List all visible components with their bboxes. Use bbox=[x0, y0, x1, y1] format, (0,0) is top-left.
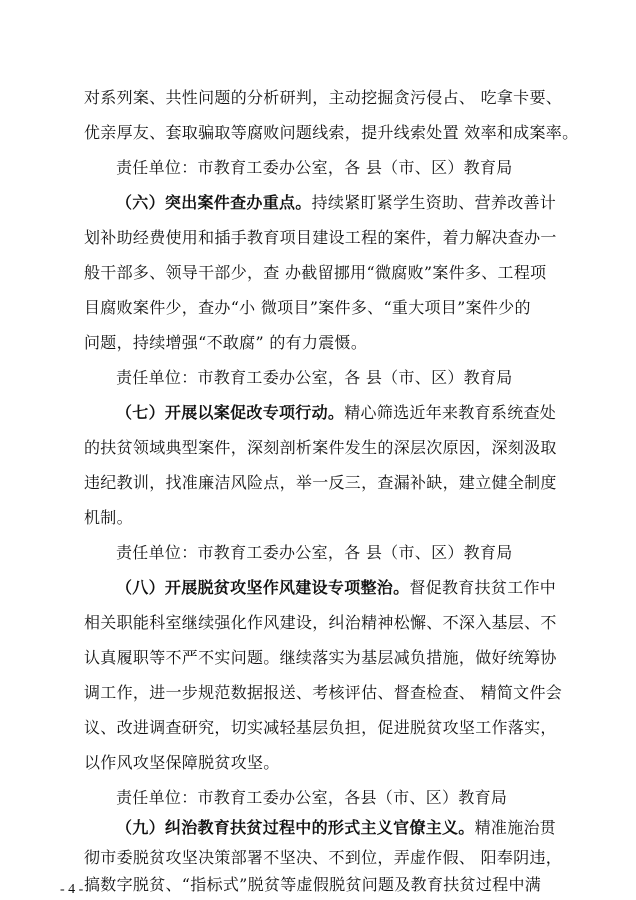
text-line: 调工作，进一步规范数据报送、考核评估、督查检查、 精简文件会 bbox=[84, 683, 563, 702]
page-number: - 4 - bbox=[60, 882, 84, 897]
text-line: 的扶贫领域典型案件，深刻剖析案件发生的深层次原因，深刻汲取 bbox=[84, 438, 557, 457]
paragraph-first-line bbox=[116, 398, 584, 428]
text-segment: 精准施治贯 bbox=[474, 818, 557, 837]
text-line: 般干部多、领导干部少，查 办截留挪用“微腐败”案件多、工程项 bbox=[84, 263, 547, 282]
text-line: 机制。 bbox=[84, 508, 133, 527]
text-line: 以作风攻坚保障脱贫攻坚。 bbox=[84, 753, 280, 772]
text-line: 问题，持续增强“不敢腐” 的有力震慑。 bbox=[84, 333, 368, 352]
paragraph-first-line bbox=[116, 188, 584, 218]
responsibility-line: 责任单位：市教育工委办公室，各 县（市、区）教育局 bbox=[116, 368, 513, 387]
text-segment: 督促教育扶贫工作中 bbox=[409, 578, 557, 597]
section-heading: （八）开展脱贫攻坚作风建设专项整治。 bbox=[116, 578, 410, 597]
text-line: 优亲厚友、套取骗取等腐败问题线索，提升线索处置 效率和成案率。 bbox=[84, 123, 579, 142]
section-heading: （七）开展以案促改专项行动。 bbox=[116, 403, 345, 422]
text-line: 目腐败案件少，查办“小 微项目”案件多、“重大项目”案件少的 bbox=[84, 298, 531, 317]
paragraph-first-line bbox=[116, 813, 584, 843]
text-segment: 持续紧盯紧学生资助、营养改善计 bbox=[311, 193, 557, 212]
text-line: 彻市委脱贫攻坚决策部署不坚决、不到位，弄虚作假、 阳奉阴违， bbox=[84, 848, 563, 867]
text-line: 议、改进调查研究，切实减轻基层负担，促进脱贫攻坚工作落实， bbox=[84, 718, 557, 737]
text-line: 划补助经费使用和插手教育项目建设工程的案件，着力解决查办一 bbox=[84, 228, 557, 247]
text-line: 对系列案、共性问题的分析研判，主动挖掘贪污侵占、 吃拿卡要、 bbox=[84, 88, 563, 107]
text-line: 认真履职等不严不实问题。继续落实为基层减负措施，做好统筹协 bbox=[84, 648, 557, 667]
text-line: 搞数字脱贫、“指标式”脱贫等虚假脱贫问题及教育扶贫过程中满 bbox=[84, 875, 542, 894]
text-segment: 精心筛选近年来教育系统查处 bbox=[344, 403, 557, 422]
section-heading: （六）突出案件查办重点。 bbox=[116, 193, 312, 212]
responsibility-line: 责任单位：市教育工委办公室，各县（市、区）教育局 bbox=[116, 788, 508, 807]
responsibility-line: 责任单位：市教育工委办公室，各 县（市、区）教育局 bbox=[116, 543, 513, 562]
section-heading: （九）纠治教育扶贫过程中的形式主义官僚主义。 bbox=[116, 818, 475, 837]
text-line: 违纪教训，找准廉洁风险点，举一反三，查漏补缺，建立健全制度 bbox=[84, 473, 557, 492]
paragraph-first-line bbox=[116, 573, 584, 603]
text-line: 相关职能科室继续强化作风建设，纠治精神松懈、不深入基层、不 bbox=[84, 613, 557, 632]
responsibility-line: 责任单位：市教育工委办公室，各 县（市、区）教育局 bbox=[116, 158, 513, 177]
